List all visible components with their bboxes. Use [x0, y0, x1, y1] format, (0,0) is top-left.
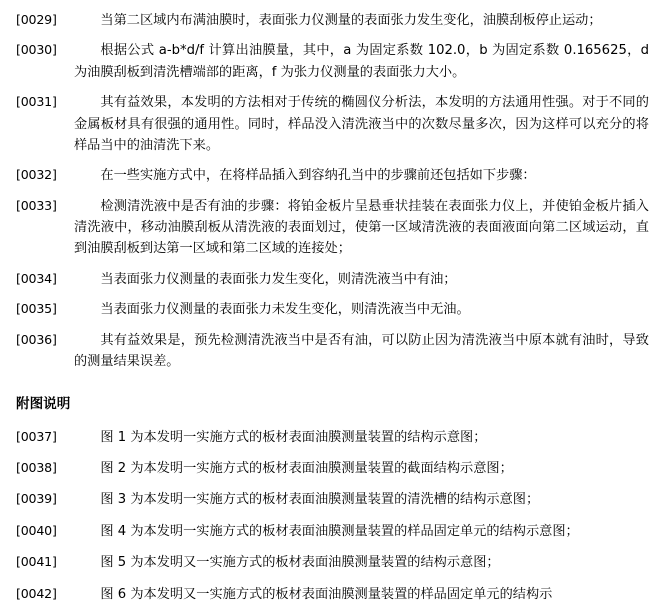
paragraph [16, 10, 649, 31]
paragraph-number: [0040] [16, 522, 57, 538]
paragraph [16, 196, 649, 260]
paragraph-number: [0032] [16, 167, 57, 183]
paragraph-number: [0034] [16, 270, 57, 286]
paragraph-text: 当第二区域内布满油膜时，表面张力仪测量的表面张力发生变化，油膜刮板停止运动； [100, 13, 602, 28]
section-heading: 附图说明 [16, 396, 71, 413]
paragraph-number: [0035] [16, 301, 57, 317]
paragraph-number: [0030] [16, 42, 57, 58]
paragraph [16, 584, 649, 605]
paragraph [16, 40, 649, 83]
paragraph-text: 图 5 为本发明又一实施方式的板材表面油膜测量装置的结构示意图； [100, 555, 500, 571]
paragraph [16, 458, 649, 479]
paragraph-number: [0041] [16, 554, 57, 570]
paragraph-text: 其有益效果是，预先检测清洗液当中是否有油，可以防止因为清洗液当中原本就有油时，导致的测量结果误差。 [74, 332, 649, 369]
paragraph [16, 552, 649, 573]
paragraph [16, 269, 649, 290]
paragraph-text: 检测清洗液中是否有油的步骤：将铂金板片呈悬垂状挂装在表面张力仪上，并使铂金板片插入清洗液中，移动油膜刮板从清洗液的表面划过，使第一区域清洗液的表面液面向第二区域运动，直到油膜刮板到达第一区域和第二区域的连接处； [74, 198, 649, 257]
paragraph-number: [0039] [16, 491, 57, 507]
paragraph-text: 当表面张力仪测量的表面张力未发生变化，则清洗液当中无油。 [100, 302, 470, 318]
paragraph-text: 当表面张力仪测量的表面张力发生变化，则清洗液当中有油； [100, 271, 457, 287]
paragraph-number: [0038] [16, 460, 57, 476]
paragraph-number: [0029] [16, 12, 57, 27]
paragraph [16, 92, 649, 156]
paragraph [16, 521, 649, 542]
paragraph-text: 图 6 为本发明又一实施方式的板材表面油膜测量装置的样品固定单元的结构示 [100, 586, 553, 602]
paragraph [16, 330, 649, 373]
paragraph-text: 其有益效果，本发明的方法相对于传统的椭圆仪分析法，本发明的方法通用性强。对于不同的金属板材具有很强的通用性。同时，样品没入清洗液当中的次数尽量多次，因为这样可以充分的将样品当中的油清洗下来。 [74, 95, 649, 153]
paragraph-text: 根据公式 a-b*d/f 计算出油膜量，其中，a 为固定系数 102.0，b 为固定系数 0.165625，d 为油膜刮板到清洗槽端部的距离，f 为张力仪测量的表面张力大小。 [74, 43, 649, 80]
paragraph-text: 图 1 为本发明一实施方式的板材表面油膜测量装置的结构示意图； [100, 429, 487, 445]
paragraph-number: [0031] [16, 94, 57, 110]
paragraph-number: [0037] [16, 428, 57, 444]
paragraph [16, 165, 649, 186]
paragraph-number: [0033] [16, 197, 57, 213]
paragraph-text: 图 4 为本发明一实施方式的板材表面油膜测量装置的样品固定单元的结构示意图； [100, 523, 579, 539]
paragraph-text: 在一些实施方式中，在将样品插入到容纳孔当中的步骤前还包括如下步骤： [100, 168, 536, 184]
paragraph [16, 489, 649, 510]
paragraph-number: [0042] [16, 585, 57, 601]
paragraph-text: 图 2 为本发明一实施方式的板材表面油膜测量装置的截面结构示意图； [100, 461, 513, 477]
paragraph [16, 427, 649, 448]
paragraph-text: 图 3 为本发明一实施方式的板材表面油膜测量装置的清洗槽的结构示意图； [100, 492, 540, 508]
paragraph-number: [0036] [16, 331, 57, 347]
paragraph [16, 299, 649, 320]
figure-description-list [16, 427, 649, 605]
